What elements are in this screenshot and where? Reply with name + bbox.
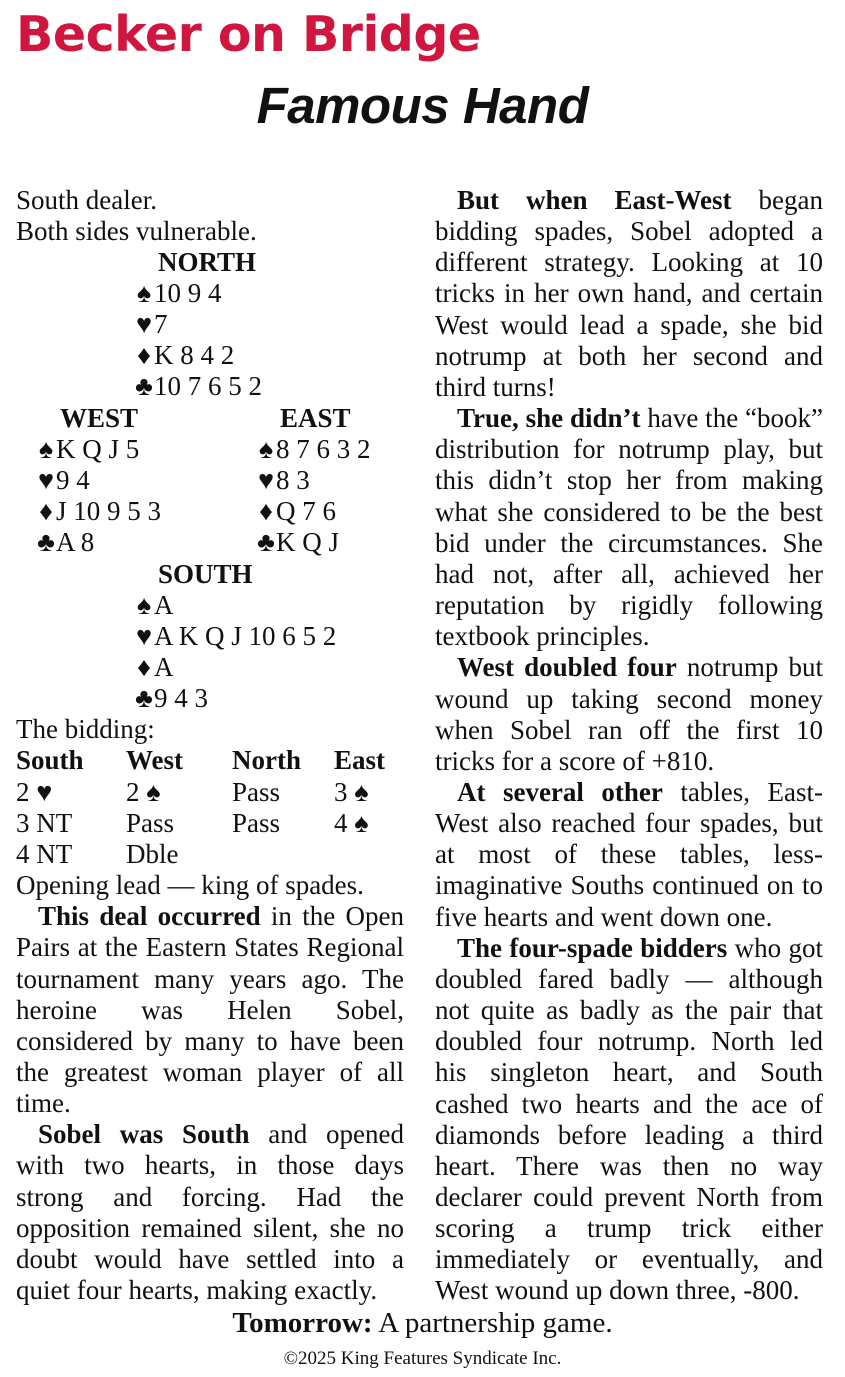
- bid-cell: 3 NT: [16, 807, 73, 838]
- west-hearts-cards: 9 4: [56, 465, 90, 496]
- west-spades: [36, 434, 139, 465]
- spade-icon: ♠: [38, 434, 54, 465]
- east-hearts: [256, 465, 310, 496]
- right-column: [435, 185, 823, 1307]
- paragraph-lead: Sobel was South: [38, 1119, 250, 1150]
- paragraph: [435, 403, 823, 652]
- club-icon: ♣: [37, 527, 55, 558]
- bid-cell: Pass: [232, 776, 281, 807]
- paragraph-lead: West doubled four: [457, 652, 677, 683]
- paragraph-text: in the Open Pairs at the Eastern States Regional tournament many years ago. The heroine was Helen Sobel, considered by many to have been the greatest woman player of all time.: [16, 901, 404, 1119]
- spade-icon: ♠: [136, 590, 152, 621]
- bidding-header-row: [16, 745, 404, 776]
- west-diamonds-cards: J 10 9 5 3: [56, 496, 162, 527]
- bid-cell: 2 ♠: [126, 776, 161, 807]
- paragraph: [435, 933, 823, 1307]
- west-clubs-cards: A 8: [56, 527, 95, 558]
- bidding-header-north: North: [232, 745, 301, 776]
- paragraph-lead: This deal occurred: [38, 901, 261, 932]
- bidding-table: [16, 745, 404, 870]
- paragraph-text: who got doubled fared badly — although not quite as badly as the pair that doubled four notrump. North led his singleton heart, and South cashed two hearts and the ace of diamonds before leading a third heart. There was then no way declarer could prevent North from scoring a trump trick either immediately or eventually, and West wound up down three, -800.: [435, 932, 823, 1306]
- paragraph-text: tables, East-West also reached four spades, but at most of these tables, less-imaginative Souths continued on to five hearts and went down one.: [435, 776, 823, 932]
- diamond-icon: ♦: [137, 340, 151, 371]
- east-diamonds: [256, 496, 336, 527]
- west-label: WEST: [60, 403, 139, 434]
- bid-cell: 3 ♠: [334, 776, 369, 807]
- bidding-header-east: East: [334, 745, 386, 776]
- paragraph: [16, 901, 404, 1119]
- south-diamonds-cards: A: [154, 652, 174, 683]
- bidding-row: [16, 777, 404, 808]
- paragraph-lead: The four-spade bidders: [457, 932, 728, 963]
- bid-cell: Pass: [232, 807, 281, 838]
- vulnerability-line: Both sides vulnerable.: [16, 216, 257, 247]
- diamond-icon: ♦: [137, 652, 151, 683]
- south-spades: [134, 590, 174, 621]
- paragraph: [435, 777, 823, 933]
- east-diamonds-cards: Q 7 6: [276, 496, 336, 527]
- bid-cell: Dble: [126, 838, 179, 869]
- paragraph-lead: But when East-West: [457, 185, 732, 215]
- bid-cell: 4 NT: [16, 838, 73, 869]
- south-spades-cards: A: [154, 590, 174, 621]
- headline: Famous Hand: [256, 77, 589, 134]
- heart-icon: ♥: [135, 621, 153, 652]
- east-spades-cards: 8 7 6 3 2: [276, 434, 371, 465]
- east-label: EAST: [280, 403, 351, 434]
- copyright: ©2025 King Features Syndicate Inc.: [283, 1348, 562, 1369]
- east-clubs-cards: K Q J: [276, 527, 340, 558]
- heart-icon: ♥: [135, 309, 153, 340]
- paragraph-text: notrump but wound up taking second money when Sobel ran off the first 10 tricks for a score of +810.: [435, 652, 823, 776]
- west-hearts: [36, 465, 90, 496]
- brand-title: Becker on Bridge: [16, 6, 481, 63]
- south-label: SOUTH: [158, 559, 253, 590]
- left-column: [16, 185, 404, 1306]
- north-diamonds-cards: K 8 4 2: [154, 340, 235, 371]
- east-clubs: [256, 527, 339, 558]
- bidding-row: [16, 839, 404, 870]
- north-spades: [134, 278, 222, 309]
- west-diamonds: [36, 496, 161, 527]
- bid-cell: [232, 839, 334, 870]
- heart-icon: ♥: [257, 465, 275, 496]
- north-clubs: [134, 371, 262, 402]
- paragraph: [435, 185, 823, 403]
- east-spades: [256, 434, 371, 465]
- north-label: NORTH: [158, 247, 257, 278]
- club-icon: ♣: [257, 527, 275, 558]
- paragraph-text: have the “book” distribution for notrump play, but this didn’t stop her from making what she considered to be the best bid under the circumstances. She had not, after all, achieved her reputation by rigidly following textbook principles.: [435, 403, 823, 652]
- club-icon: ♣: [135, 683, 153, 714]
- tomorrow-text: A partnership game.: [372, 1307, 613, 1339]
- diamond-icon: ♦: [259, 496, 273, 527]
- north-clubs-cards: 10 7 6 5 2: [154, 371, 262, 402]
- heart-icon: ♥: [37, 465, 55, 496]
- paragraph-lead: True, she didn’t: [457, 403, 641, 434]
- spade-icon: ♠: [258, 434, 274, 465]
- diamond-icon: ♦: [39, 496, 53, 527]
- opening-lead: Opening lead — king of spades.: [16, 870, 364, 901]
- deal-diagram: [16, 247, 404, 745]
- east-hearts-cards: 8 3: [276, 465, 310, 496]
- north-hearts-cards: 7: [154, 309, 168, 340]
- bid-cell: 2 ♥: [16, 776, 53, 807]
- south-hearts-cards: A K Q J 10 6 5 2: [154, 621, 337, 652]
- west-spades-cards: K Q J 5: [56, 434, 140, 465]
- bid-cell: Pass: [126, 807, 175, 838]
- west-clubs: [36, 527, 94, 558]
- bidding-header-south: South: [16, 745, 84, 776]
- north-diamonds: [134, 340, 234, 371]
- bidding-header-west: West: [126, 745, 183, 776]
- bid-cell: 4 ♠: [334, 807, 369, 838]
- tomorrow-line: [0, 1305, 845, 1341]
- paragraph-text: and opened with two hearts, in those days strong and forcing. Had the opposition remained silent, she no doubt would have settled into a quiet four hearts, making exactly.: [16, 1119, 404, 1306]
- south-diamonds: [134, 652, 174, 683]
- south-hearts: [134, 621, 336, 652]
- paragraph-text: began bidding spades, Sobel adopted a different strategy. Looking at 10 tricks in her own hand, and certain West would lead a spade, she bid notrump at both her second and third turns!: [435, 185, 823, 402]
- bidding-label: The bidding:: [16, 714, 155, 745]
- south-clubs: [134, 683, 208, 714]
- bidding-row: [16, 808, 404, 839]
- spade-icon: ♠: [136, 278, 152, 309]
- tomorrow-label: Tomorrow:: [232, 1307, 373, 1339]
- north-spades-cards: 10 9 4: [154, 278, 222, 309]
- south-clubs-cards: 9 4 3: [154, 683, 208, 714]
- club-icon: ♣: [135, 371, 153, 402]
- bid-cell: [334, 839, 404, 870]
- paragraph: [16, 1119, 404, 1306]
- paragraph-lead: At several other: [457, 776, 663, 807]
- north-hearts: [134, 309, 168, 340]
- paragraph: [435, 652, 823, 777]
- dealer-line: South dealer.: [16, 185, 157, 215]
